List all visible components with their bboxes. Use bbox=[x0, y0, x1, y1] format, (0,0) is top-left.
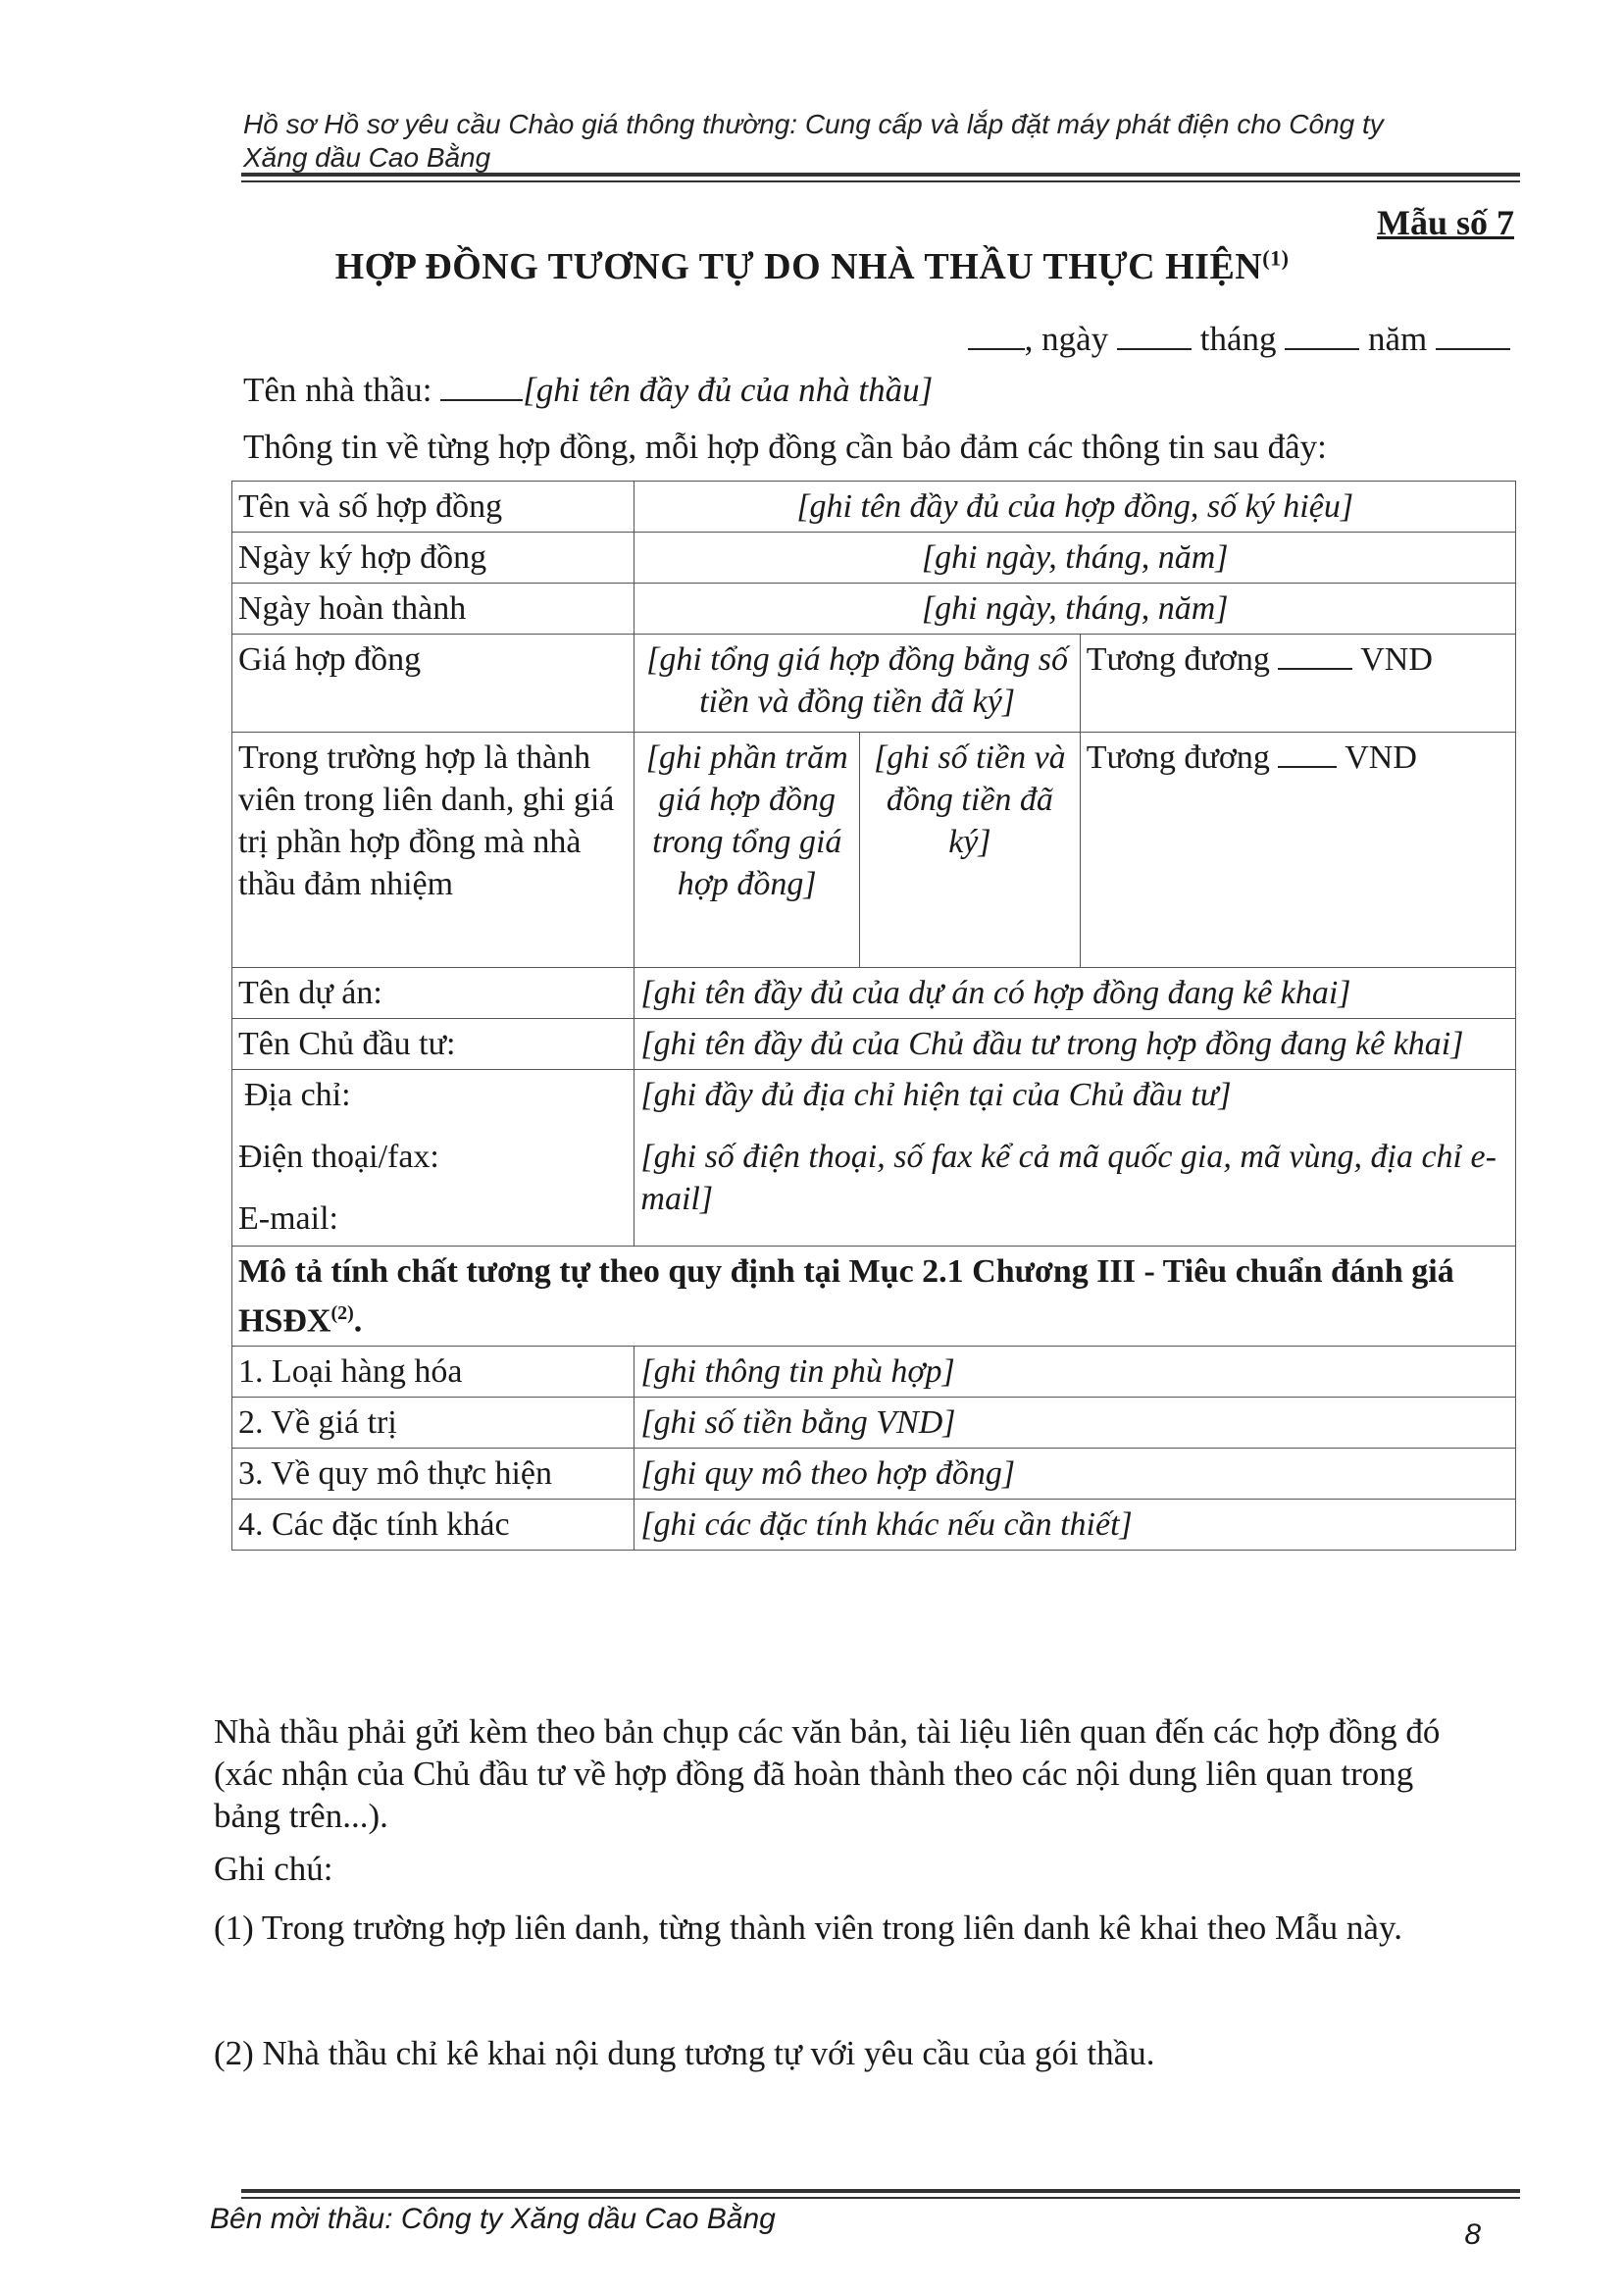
contract-price-value: [ghi tổng giá hợp đồng bằng số tiền và đồng tiền đã ký] bbox=[634, 635, 1080, 733]
table-row bbox=[232, 1449, 1516, 1500]
intro-line: Thông tin về từng hợp đồng, mỗi hợp đồng cần bảo đảm các thông tin sau đây: bbox=[243, 428, 1327, 466]
page-header bbox=[243, 108, 1528, 175]
goods-type-value: [ghi thông tin phù hợp] bbox=[634, 1347, 1516, 1398]
year-blank bbox=[1436, 323, 1510, 350]
section-title-text: Mô tả tính chất tương tự theo quy định tại Mục 2.1 Chương III - Tiêu chuẩn đánh giá HSĐX bbox=[238, 1253, 1454, 1340]
contractor-line bbox=[243, 371, 933, 410]
table-row bbox=[232, 1019, 1516, 1070]
footnote-1: (1) Trong trường hợp liên danh, từng thành viên trong liên danh kê khai theo Mẫu này. bbox=[214, 1909, 1402, 1947]
completion-date-value: [ghi ngày, tháng, năm] bbox=[634, 584, 1516, 635]
page-number: 8 bbox=[1464, 2218, 1481, 2251]
table-row bbox=[232, 1247, 1516, 1347]
footer-rule bbox=[241, 2189, 1520, 2199]
owner-name-label: Tên Chủ đầu tư: bbox=[232, 1019, 634, 1070]
date-thang: tháng bbox=[1199, 320, 1277, 358]
table-row bbox=[232, 482, 1516, 533]
equiv-label: Tương đương bbox=[1086, 641, 1270, 678]
joint-venture-amount: [ghi số tiền và đồng tiền đã ký] bbox=[860, 733, 1081, 968]
date-ngay: , ngày bbox=[1024, 320, 1109, 358]
title-footnote: (1) bbox=[1262, 245, 1290, 271]
contractor-value: [ghi tên đầy đủ của nhà thầu] bbox=[523, 371, 934, 409]
joint-venture-percent: [ghi phần trăm giá hợp đồng trong tổng giá hợp đồng] bbox=[634, 733, 860, 968]
owner-name-value: [ghi tên đầy đủ của Chủ đầu tư trong hợp đồng đang kê khai] bbox=[634, 1019, 1516, 1070]
header-line-2: Xăng dầu Cao Bằng bbox=[243, 142, 491, 173]
equiv-blank bbox=[1278, 642, 1352, 670]
phone-fax-value: [ghi số điện thoại, số fax kể cả mã quốc gia, mã vùng, địa chỉ e-mail] bbox=[640, 1139, 1497, 1217]
day-blank bbox=[1117, 323, 1192, 350]
value-value: [ghi số tiền bằng VND] bbox=[634, 1398, 1516, 1449]
other-features-value: [ghi các đặc tính khác nếu cần thiết] bbox=[634, 1500, 1516, 1551]
contract-name-label: Tên và số hợp đồng bbox=[232, 482, 634, 533]
project-name-value: [ghi tên đầy đủ của dự án có hợp đồng đang kê khai] bbox=[634, 968, 1516, 1019]
similarity-section-title: Mô tả tính chất tương tự theo quy định tại Mục 2.1 Chương III - Tiêu chuẩn đánh giá HSĐX$^{(2)}$. bbox=[232, 1247, 1516, 1347]
header-line-1: Hồ sơ Hồ sơ yêu cầu Chào giá thông thường: Cung cấp và lắp đặt máy phát điện cho Công ty bbox=[243, 109, 1384, 139]
table-row bbox=[232, 733, 1516, 968]
section-footnote: (2) bbox=[330, 1302, 354, 1324]
notes-heading: Ghi chú: bbox=[214, 1850, 333, 1888]
joint-venture-label: Trong trường hợp là thành viên trong liên danh, ghi giá trị phần hợp đồng mà nhà thầu đảm nhiệm bbox=[232, 733, 634, 968]
table-row bbox=[232, 968, 1516, 1019]
date-nam: năm bbox=[1367, 320, 1428, 358]
table-row bbox=[232, 533, 1516, 584]
table-row bbox=[232, 1070, 1516, 1247]
joint-venture-equivalent bbox=[1080, 733, 1515, 968]
document-title bbox=[0, 245, 1624, 288]
contract-info-table bbox=[231, 481, 1516, 1551]
title-text: HỢP ĐỒNG TƯƠNG TỰ DO NHÀ THẦU THỰC HIỆN bbox=[334, 246, 1263, 287]
month-blank bbox=[1285, 323, 1359, 350]
other-features-label: 4. Các đặc tính khác bbox=[232, 1500, 634, 1551]
table-row bbox=[232, 584, 1516, 635]
equiv-label: Tương đương bbox=[1086, 739, 1270, 776]
contract-price-equivalent bbox=[1080, 635, 1515, 733]
footer-text: Bên mời thầu: Công ty Xăng dầu Cao Bằng bbox=[210, 2203, 776, 2235]
address-value: [ghi đầy đủ địa chỉ hiện tại của Chủ đầu tư] bbox=[640, 1077, 1232, 1113]
contractor-label: Tên nhà thầu: bbox=[243, 371, 432, 409]
scale-label: 3. Về quy mô thực hiện bbox=[232, 1449, 634, 1500]
equiv-unit: VND bbox=[1345, 739, 1417, 776]
owner-contact-labels bbox=[232, 1070, 634, 1247]
contractor-blank bbox=[440, 374, 523, 401]
header-rule bbox=[241, 173, 1520, 182]
owner-contact-values bbox=[634, 1070, 1516, 1247]
table-row bbox=[232, 1347, 1516, 1398]
goods-type-label: 1. Loại hàng hóa bbox=[232, 1347, 634, 1398]
equiv-blank bbox=[1278, 740, 1337, 768]
sign-date-label: Ngày ký hợp đồng bbox=[232, 533, 634, 584]
table-row bbox=[232, 635, 1516, 733]
footnote-2: (2) Nhà thầu chỉ kê khai nội dung tương tự với yêu cầu của gói thầu. bbox=[214, 2034, 1155, 2072]
project-name-label: Tên dự án: bbox=[232, 968, 634, 1019]
value-label: 2. Về giá trị bbox=[232, 1398, 634, 1449]
sign-date-value: [ghi ngày, tháng, năm] bbox=[634, 533, 1516, 584]
equiv-unit: VND bbox=[1360, 641, 1433, 678]
contract-price-label: Giá hợp đồng bbox=[232, 635, 634, 733]
place-blank bbox=[968, 323, 1025, 350]
form-label: Mẫu số 7 bbox=[1376, 203, 1514, 242]
table-row bbox=[232, 1398, 1516, 1449]
attachment-note: Nhà thầu phải gửi kèm theo bản chụp các văn bản, tài liệu liên quan đến các hợp đồng đó (xác nhận của Chủ đầu tư về hợp đồng đã hoàn thành theo các nội dung liên quan trong bảng trên...). bbox=[214, 1712, 1441, 1835]
scale-value: [ghi quy mô theo hợp đồng] bbox=[634, 1449, 1516, 1500]
address-label: Địa chỉ: bbox=[244, 1077, 351, 1113]
table-row bbox=[232, 1500, 1516, 1551]
date-line bbox=[968, 320, 1510, 359]
email-label: E-mail: bbox=[238, 1200, 338, 1237]
contract-name-value: [ghi tên đầy đủ của hợp đồng, số ký hiệu] bbox=[634, 482, 1516, 533]
completion-date-label: Ngày hoàn thành bbox=[232, 584, 634, 635]
phone-fax-label: Điện thoại/fax: bbox=[238, 1139, 439, 1175]
